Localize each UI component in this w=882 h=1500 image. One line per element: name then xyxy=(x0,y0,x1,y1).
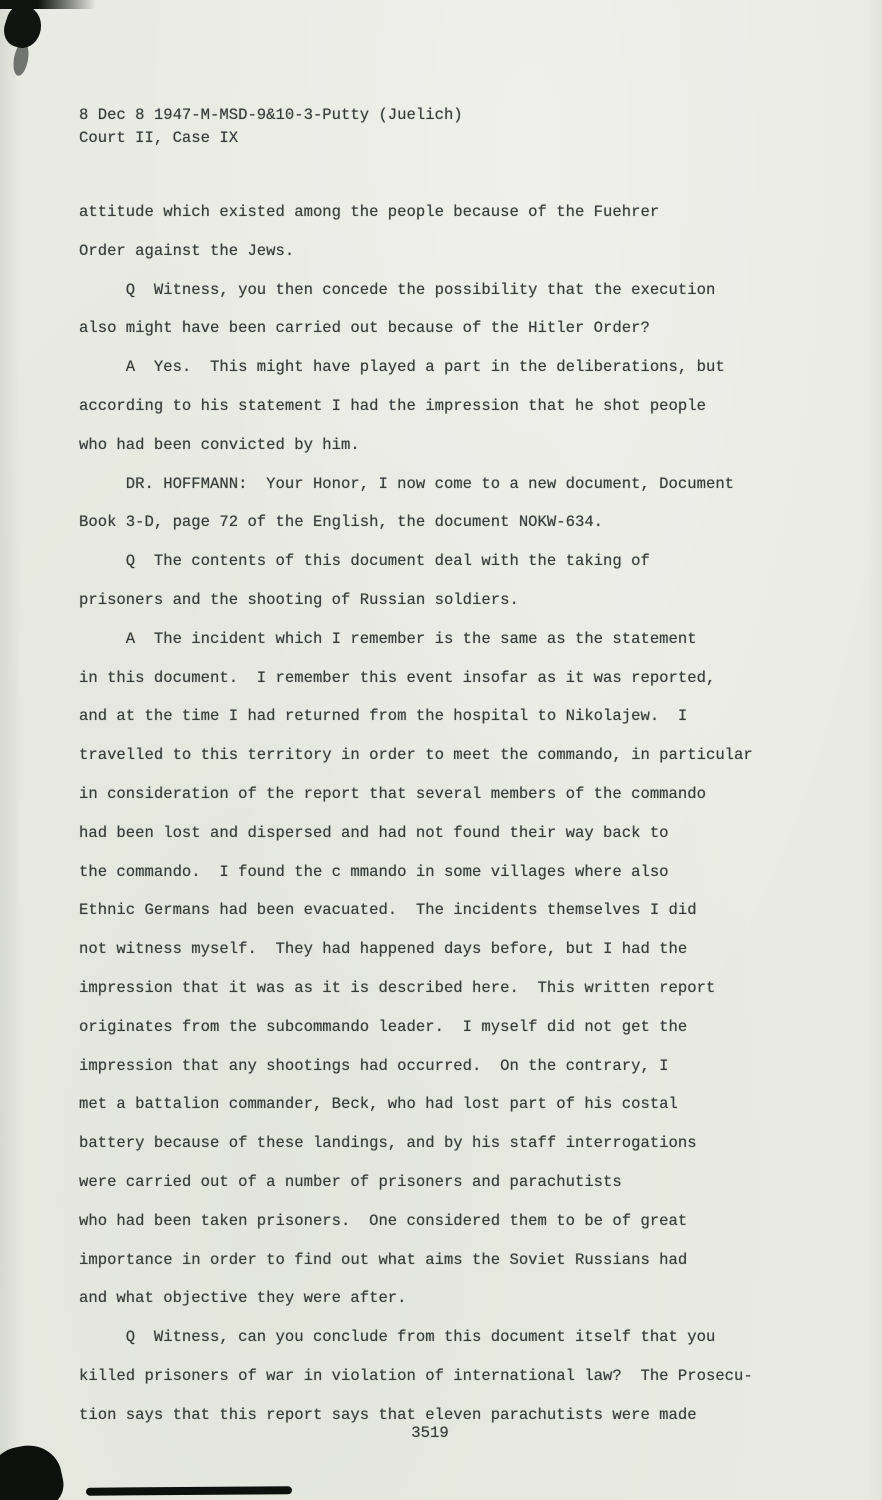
typed-line: killed prisoners of war in violation of international law? The Prosecu- xyxy=(79,1366,753,1385)
page-number: 3519 xyxy=(411,1424,449,1442)
scan-artifact-bottom-left xyxy=(0,1439,68,1500)
typed-line: impression that it was as it is described here. This written report xyxy=(79,978,716,997)
typed-line: Q The contents of this document deal with the taking of xyxy=(79,552,650,571)
typed-line: were carried out of a number of prisoners and parachutists xyxy=(79,1172,622,1191)
typed-line: met a battalion commander, Beck, who had lost part of his costal xyxy=(79,1095,678,1114)
document-header xyxy=(79,104,463,150)
typed-line: also might have been carried out because of the Hitler Order? xyxy=(79,319,650,338)
typed-line: and what objective they were after. xyxy=(79,1289,407,1308)
typed-line: had been lost and dispersed and had not found their way back to xyxy=(79,823,669,842)
typed-line: Ethnic Germans had been evacuated. The incidents themselves I did xyxy=(79,901,697,920)
typed-line: in this document. I remember this event insofar as it was reported, xyxy=(79,668,716,687)
typed-line: travelled to this territory in order to meet the commando, in particular xyxy=(79,746,753,765)
typed-line: Q Witness, can you conclude from this document itself that you xyxy=(79,1328,716,1347)
header-court-case: Court II, Case IX xyxy=(79,129,239,147)
typed-line: importance in order to find out what aims the Soviet Russians had xyxy=(79,1250,688,1269)
typed-line: battery because of these landings, and by his staff interrogations xyxy=(79,1134,697,1153)
typed-line: who had been convicted by him. xyxy=(79,435,360,454)
typed-line: originates from the subcommando leader. I myself did not get the xyxy=(79,1017,688,1036)
typed-line: DR. HOFFMANN: Your Honor, I now come to a new document, Document xyxy=(79,474,735,493)
typed-line: attitude which existed among the people because of the Fuehrer xyxy=(79,203,660,221)
typed-line: who had been taken prisoners. One considered them to be of great xyxy=(79,1211,688,1230)
typed-line: according to his statement I had the impression that he shot people xyxy=(79,396,706,415)
typed-line: A Yes. This might have played a part in the deliberations, but xyxy=(79,358,725,377)
typed-line: the commando. I found the c mmando in some villages where also xyxy=(79,862,669,881)
header-case-reference: 8 Dec 8 1947-M-MSD-9&10-3-Putty (Juelich) xyxy=(79,106,463,124)
scan-artifact-bottom-line xyxy=(86,1486,292,1495)
typed-line: tion says that this report says that eleven parachutists were made xyxy=(79,1405,697,1424)
typed-line: in consideration of the report that several members of the commando xyxy=(79,784,706,803)
typed-line: Order against the Jews. xyxy=(79,241,295,260)
typed-line: A The incident which I remember is the same as the statement xyxy=(79,629,697,648)
typed-line: impression that any shootings had occurred. On the contrary, I xyxy=(79,1056,669,1075)
typed-line: Book 3-D, page 72 of the English, the document NOKW-634. xyxy=(79,513,604,532)
typed-line: prisoners and the shooting of Russian soldiers. xyxy=(79,590,519,609)
transcript-body xyxy=(79,193,819,1435)
typed-line: not witness myself. They had happened days before, but I had the xyxy=(79,940,688,959)
typed-line: and at the time I had returned from the hospital to Nikolajew. I xyxy=(79,707,688,726)
typed-line: Q Witness, you then concede the possibility that the execution xyxy=(79,280,716,299)
